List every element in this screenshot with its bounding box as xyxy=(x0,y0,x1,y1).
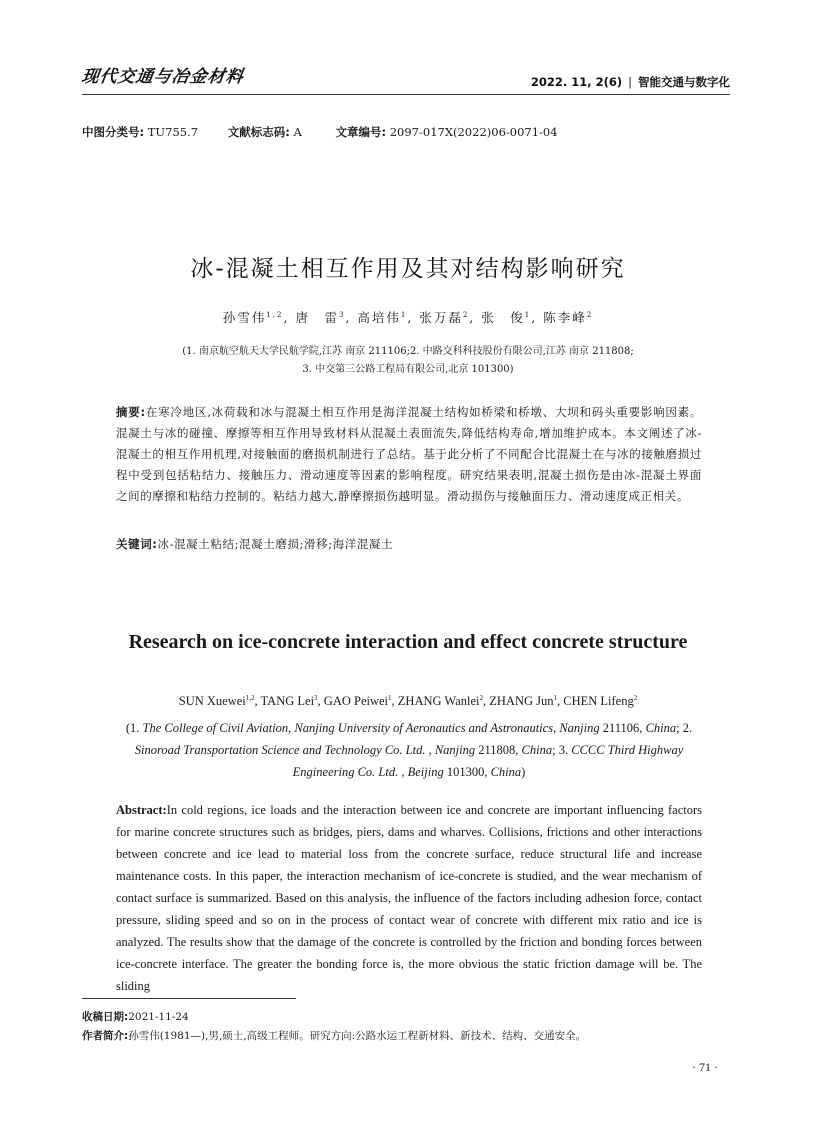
cn-author xyxy=(295,310,357,325)
cn-affiliations xyxy=(0,343,816,379)
en-abstract-label: Abstract: xyxy=(116,803,167,817)
header-rule xyxy=(82,94,730,95)
cn-author xyxy=(543,310,593,325)
cn-author-name: 陈李峰 xyxy=(543,310,587,325)
doc-code-value: A xyxy=(293,125,302,139)
en-author xyxy=(179,694,261,708)
en-affil-1-country: China xyxy=(645,721,677,735)
en-affil-open: (1. xyxy=(125,721,143,735)
cn-author xyxy=(419,310,481,325)
en-author-sup: 3 xyxy=(314,694,318,702)
en-affil-3-code: 101300, xyxy=(443,765,491,779)
cn-author-sup: 3 xyxy=(338,311,346,319)
column-name: 智能交通与数字化 xyxy=(638,75,730,89)
received-label: 收稿日期: xyxy=(82,1011,129,1023)
cn-author-sup: 1 xyxy=(400,311,408,319)
en-author-sup: 1 xyxy=(553,694,557,702)
cn-affiliation-line: (1. 南京航空航天大学民航学院,江苏 南京 211106;2. 中路交科科技股份有限公司,江苏 南京 211808; xyxy=(182,346,634,357)
en-affil-sep: ; 3. xyxy=(552,743,572,757)
en-affil-2-country: China xyxy=(521,743,553,757)
cn-keywords xyxy=(116,536,702,552)
en-affil-sep: ; 2. xyxy=(676,721,693,735)
en-author-sup: 1,2 xyxy=(245,694,255,702)
cn-author-name: 孙雪伟 xyxy=(222,310,267,325)
en-author-name: ZHANG Jun xyxy=(489,694,554,708)
en-author-sep: , xyxy=(254,694,261,708)
running-header xyxy=(531,74,730,90)
author-bio-label: 作者简介: xyxy=(82,1030,129,1042)
cn-author-sup: 1,2 xyxy=(266,311,284,319)
en-affiliations xyxy=(116,717,702,783)
cn-author-sep: , xyxy=(283,310,296,325)
cn-author-sep: , xyxy=(407,310,420,325)
classification-line xyxy=(82,124,558,140)
en-abstract-text: In cold regions, ice loads and the interaction between ice and concrete are important influencing factors for marine concrete structures such as bridges, piers, dams and wharves. Collisions, frictions and other interactions between concrete and ice lead to material loss from the concrete surface, reduce structural life and increase maintenance costs. In this paper, the interaction mechanism of ice-concrete is studied, and the wear mechanism of contact surface is summarized. Based on this analysis, the influence of the factors including adhesion force, contact pressure, sliding speed and so on in the process of contact wear of concrete with different mix ratio and ice is analyzed. The results show that the damage of the concrete is controlled by the friction and bonding forces between ice-concrete interface. The greater the bonding force is, the more obvious the static friction damage will be. The sliding xyxy=(116,803,702,993)
cn-author-sep: , xyxy=(469,310,482,325)
en-affil-2: Sinoroad Transportation Science and Technology Co. Ltd. , Nanjing xyxy=(134,743,476,757)
journal-logo: 现代交通与冶金材料 xyxy=(80,67,246,87)
en-affil-1-code: 211106, xyxy=(599,721,646,735)
cn-authors xyxy=(0,308,816,326)
cn-keywords-text: 冰-混凝土粘结;混凝土磨损;滑移;海洋混凝土 xyxy=(157,537,394,551)
en-author-sep: , xyxy=(317,694,324,708)
en-author xyxy=(489,694,563,708)
en-author-sup: 2 xyxy=(479,694,484,702)
received-value: 2021-11-24 xyxy=(128,1011,189,1023)
clc-item xyxy=(82,124,198,140)
en-title: Research on ice-concrete interaction and effect concrete structure xyxy=(128,631,688,653)
cn-author-name: 张万磊 xyxy=(419,310,463,325)
article-no-value: 2097-017X(2022)06-0071-04 xyxy=(389,125,558,139)
cn-author xyxy=(357,310,419,325)
cn-author-name: 唐 雷 xyxy=(295,310,339,325)
cn-author xyxy=(481,310,543,325)
en-author-sep: , xyxy=(557,694,564,708)
cn-abstract-label: 摘要: xyxy=(116,405,146,419)
en-affil-3: CCCC Third Highway Engineering Co. Ltd. , Beijing xyxy=(292,743,684,779)
en-author-name: GAO Peiwei xyxy=(323,694,389,708)
page-number: · 71 · xyxy=(692,1060,718,1074)
en-affil-1: The College of Civil Aviation, Nanjing University of Aeronautics and Astronautics, Nanjing xyxy=(142,721,600,735)
cn-title: 冰-混凝土相互作用及其对结构影响研究 xyxy=(190,256,626,282)
cn-author-name: 高培伟 xyxy=(357,310,401,325)
en-affil-2-code: 211808, xyxy=(475,743,522,757)
author-bio xyxy=(82,1027,586,1046)
cn-affiliation-line: 3. 中交第三公路工程局有限公司,北京 101300) xyxy=(302,364,514,375)
en-author xyxy=(324,694,398,708)
doc-code-item xyxy=(228,124,302,140)
en-author-name: TANG Lei xyxy=(260,694,315,708)
en-author-name: SUN Xuewei xyxy=(178,694,246,708)
issue-info: 2022. 11, 2(6) xyxy=(530,75,623,89)
author-bio-value: 孙雪伟(1981—),男,硕士,高级工程师。研究方向:公路水运工程新材料、新技术、结构、交通安全。 xyxy=(128,1030,587,1042)
article-no-label: 文章编号: xyxy=(335,125,387,139)
doc-code-label: 文献标志码: xyxy=(227,125,290,139)
en-author-name: ZHANG Wanlei xyxy=(397,694,480,708)
received-date xyxy=(82,1008,586,1027)
cn-author-sep: , xyxy=(531,310,544,325)
cn-author xyxy=(223,310,296,325)
footnotes xyxy=(82,1008,586,1046)
cn-abstract xyxy=(116,402,702,507)
cn-keywords-label: 关键词: xyxy=(116,537,158,551)
en-author xyxy=(563,694,637,708)
article-no-item xyxy=(335,124,557,140)
cn-author-sup: 1 xyxy=(524,311,532,319)
en-author-sup: 2 xyxy=(633,694,638,702)
cn-author-sup: 2 xyxy=(586,311,594,319)
cn-author-sup: 2 xyxy=(462,311,470,319)
en-abstract xyxy=(116,799,702,997)
en-authors xyxy=(0,694,816,709)
en-affil-3-country: China xyxy=(490,765,522,779)
en-author-name: CHEN Lifeng xyxy=(563,694,634,708)
en-author xyxy=(398,694,489,708)
en-author-sep: , xyxy=(391,694,398,708)
cn-author-name: 张 俊 xyxy=(481,310,525,325)
clc-value: TU755.7 xyxy=(147,125,199,139)
en-author xyxy=(261,694,324,708)
cn-abstract-text: 在寒冷地区,冰荷载和冰与混凝土相互作用是海洋混凝土结构如桥梁和桥墩、大坝和码头重要影响因素。混凝土与冰的碰撞、摩擦等相互作用导致材料从混凝土表面流失,降低结构寿命,增加维护成本。本文阐述了冰-混凝土的相互作用机理,对接触面的磨损机制进行了总结。基于此分析了不同配合比混凝土在与冰的接触磨损过程中受到包括粘结力、接触压力、滑动速度等因素的影响程度。研究结果表明,混凝土损伤是由冰-混凝土界面之间的摩擦和粘结力控制的。粘结力越大,静摩擦损伤越明显。滑动损伤与接触面压力、滑动速度成正相关。 xyxy=(116,405,703,503)
en-affil-close: ) xyxy=(521,765,526,779)
en-author-sup: 1 xyxy=(388,694,392,702)
cn-author-sep: , xyxy=(345,310,358,325)
header-separator: | xyxy=(628,75,632,89)
clc-label: 中图分类号: xyxy=(82,125,145,139)
en-author-sep: , xyxy=(483,694,490,708)
footnote-rule xyxy=(82,998,296,999)
